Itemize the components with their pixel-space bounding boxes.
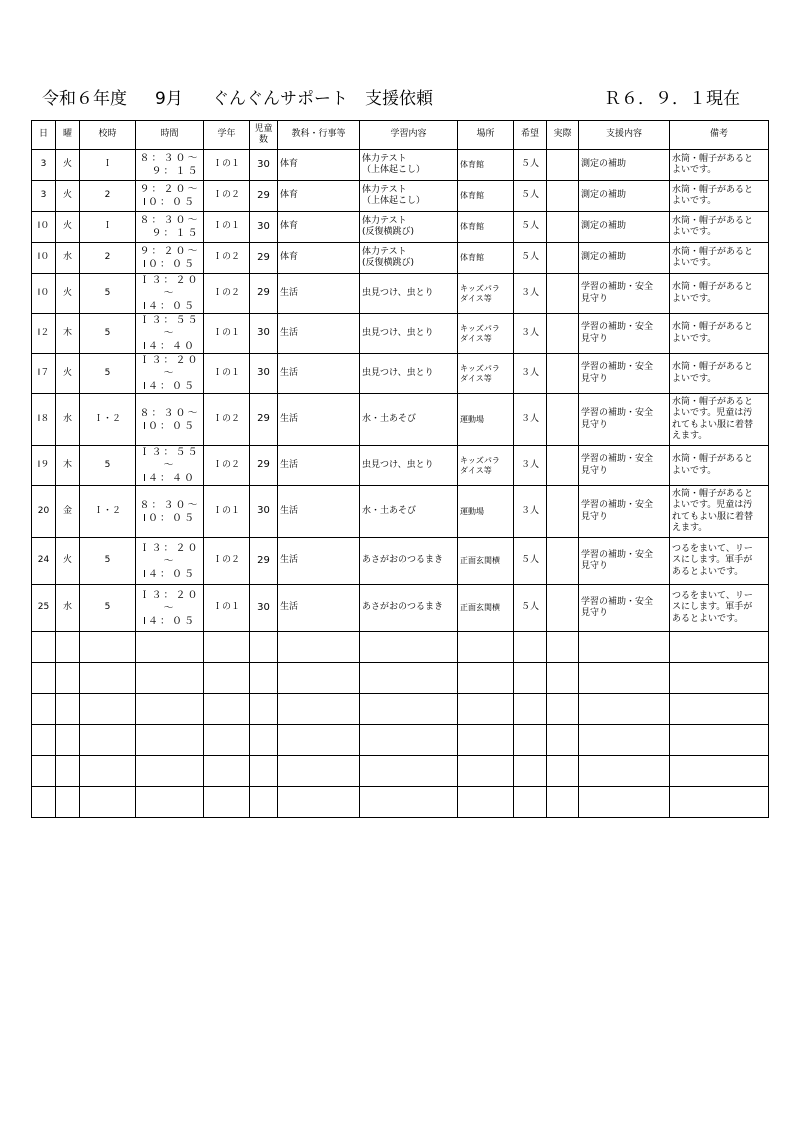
cell-student-count: 29 — [250, 274, 278, 314]
cell-period: Ｉ・２ — [80, 486, 136, 538]
cell-notes: 水筒・帽子があると よいです。児童は汚 れてもよい服に着替 えます。 — [670, 486, 769, 538]
cell-place: 体育館 — [458, 243, 514, 274]
cell-weekday: 金 — [56, 486, 80, 538]
cell-weekday: 火 — [56, 274, 80, 314]
col-header-grade: 学年 — [204, 121, 250, 150]
cell-day: I０ — [32, 274, 56, 314]
cell-notes: 水筒・帽子があると よいです。 — [670, 150, 769, 181]
empty-cell — [514, 632, 547, 663]
cell-grade: Ｉの１ — [204, 212, 250, 243]
cell-grade: Ｉの２ — [204, 446, 250, 486]
cell-wish: ５人 — [514, 212, 547, 243]
empty-cell — [136, 725, 204, 756]
month-label: 9月 — [155, 89, 183, 109]
empty-cell — [56, 663, 80, 694]
empty-cell — [547, 694, 579, 725]
cell-time: Ｉ３：５５～ I４：４０ — [136, 446, 204, 486]
empty-cell — [136, 663, 204, 694]
col-header-weekday: 曜 — [56, 121, 80, 150]
empty-cell — [670, 756, 769, 787]
empty-cell — [204, 787, 250, 818]
table-row — [32, 212, 769, 243]
cell-period: Ｉ・２ — [80, 394, 136, 446]
cell-student-count: 29 — [250, 538, 278, 585]
cell-content: 虫見つけ、虫とり — [360, 314, 458, 354]
empty-cell — [579, 787, 670, 818]
cell-actual — [547, 538, 579, 585]
empty-cell — [204, 756, 250, 787]
empty-cell — [250, 663, 278, 694]
empty-cell — [250, 632, 278, 663]
cell-day: 25 — [32, 585, 56, 632]
cell-wish: ３人 — [514, 394, 547, 446]
empty-cell — [458, 787, 514, 818]
empty-cell — [514, 694, 547, 725]
empty-cell — [670, 787, 769, 818]
cell-wish: ３人 — [514, 354, 547, 394]
cell-day: I２ — [32, 314, 56, 354]
empty-cell — [360, 663, 458, 694]
empty-cell — [136, 756, 204, 787]
col-header-place: 場所 — [458, 121, 514, 150]
cell-grade: Ｉの２ — [204, 394, 250, 446]
empty-cell — [579, 663, 670, 694]
cell-student-count: 30 — [250, 150, 278, 181]
empty-cell — [204, 725, 250, 756]
cell-wish: ３人 — [514, 274, 547, 314]
empty-cell — [514, 663, 547, 694]
cell-notes: 水筒・帽子があると よいです。 — [670, 181, 769, 212]
cell-subject: 生活 — [278, 394, 360, 446]
cell-weekday: 火 — [56, 181, 80, 212]
col-header-wish: 希望 — [514, 121, 547, 150]
table-row — [32, 181, 769, 212]
empty-cell — [56, 694, 80, 725]
empty-cell — [56, 756, 80, 787]
cell-weekday: 火 — [56, 354, 80, 394]
cell-subject: 生活 — [278, 446, 360, 486]
cell-wish: ３人 — [514, 486, 547, 538]
cell-subject: 体育 — [278, 150, 360, 181]
cell-period: 5 — [80, 585, 136, 632]
empty-cell — [360, 787, 458, 818]
empty-cell — [56, 725, 80, 756]
cell-grade: Ｉの２ — [204, 274, 250, 314]
col-header-period: 校時 — [80, 121, 136, 150]
empty-cell — [458, 632, 514, 663]
cell-subject: 体育 — [278, 243, 360, 274]
cell-period: Ｉ — [80, 212, 136, 243]
cell-grade: Ｉの１ — [204, 314, 250, 354]
empty-cell — [32, 663, 56, 694]
cell-wish: ５人 — [514, 538, 547, 585]
empty-cell — [458, 756, 514, 787]
cell-wish: ５人 — [514, 150, 547, 181]
cell-subject: 体育 — [278, 181, 360, 212]
cell-wish: ５人 — [514, 181, 547, 212]
cell-time: Ｉ３：２０～ I４：０５ — [136, 354, 204, 394]
cell-grade: Ｉの２ — [204, 538, 250, 585]
cell-time: Ｉ３：２０～ I４：０５ — [136, 538, 204, 585]
empty-cell — [32, 694, 56, 725]
empty-cell — [204, 663, 250, 694]
cell-grade: Ｉの２ — [204, 181, 250, 212]
empty-cell — [278, 694, 360, 725]
cell-place: 体育館 — [458, 150, 514, 181]
empty-cell — [278, 663, 360, 694]
cell-notes: 水筒・帽子があると よいです。 — [670, 354, 769, 394]
cell-place: 体育館 — [458, 181, 514, 212]
cell-actual — [547, 314, 579, 354]
table-row — [32, 538, 769, 585]
empty-cell — [360, 632, 458, 663]
empty-cell — [278, 725, 360, 756]
cell-weekday: 火 — [56, 150, 80, 181]
support-request-table — [31, 120, 769, 818]
empty-cell — [80, 725, 136, 756]
cell-actual — [547, 486, 579, 538]
cell-content: 体力テスト (反復横跳び) — [360, 243, 458, 274]
document-title-row — [42, 84, 752, 110]
empty-table-row — [32, 694, 769, 725]
cell-period: 2 — [80, 243, 136, 274]
cell-time: ８：３０～ I０：０５ — [136, 486, 204, 538]
cell-period: 5 — [80, 446, 136, 486]
empty-cell — [136, 694, 204, 725]
cell-student-count: 29 — [250, 394, 278, 446]
empty-cell — [514, 756, 547, 787]
cell-student-count: 30 — [250, 314, 278, 354]
empty-cell — [32, 725, 56, 756]
cell-time: ９：２０～ I０：０５ — [136, 181, 204, 212]
cell-weekday: 水 — [56, 585, 80, 632]
table-row — [32, 274, 769, 314]
cell-weekday: 火 — [56, 212, 80, 243]
empty-cell — [514, 787, 547, 818]
empty-cell — [204, 694, 250, 725]
col-header-day: 日 — [32, 121, 56, 150]
cell-place: 体育館 — [458, 212, 514, 243]
cell-time: ８：３０～ ９：１５ — [136, 212, 204, 243]
table-row — [32, 314, 769, 354]
cell-content: 水・土あそび — [360, 394, 458, 446]
cell-notes: 水筒・帽子があると よいです。 — [670, 243, 769, 274]
empty-cell — [514, 725, 547, 756]
cell-student-count: 30 — [250, 354, 278, 394]
cell-wish: ５人 — [514, 243, 547, 274]
cell-content: 体力テスト （上体起こし） — [360, 150, 458, 181]
cell-actual — [547, 181, 579, 212]
empty-cell — [136, 787, 204, 818]
empty-cell — [80, 787, 136, 818]
fiscal-year: 令和６年度 — [42, 89, 127, 109]
empty-table-row — [32, 756, 769, 787]
cell-day: 24 — [32, 538, 56, 585]
table-row — [32, 585, 769, 632]
cell-period: Ｉ — [80, 150, 136, 181]
empty-cell — [670, 725, 769, 756]
cell-time: ８：３０～ ９：１５ — [136, 150, 204, 181]
cell-notes: 水筒・帽子があると よいです。 — [670, 446, 769, 486]
empty-cell — [56, 787, 80, 818]
cell-support: 学習の補助・安全 見守り — [579, 394, 670, 446]
cell-notes: 水筒・帽子があると よいです。 — [670, 212, 769, 243]
cell-subject: 生活 — [278, 538, 360, 585]
empty-cell — [80, 632, 136, 663]
empty-cell — [32, 632, 56, 663]
cell-subject: 生活 — [278, 486, 360, 538]
empty-cell — [32, 756, 56, 787]
cell-day: 20 — [32, 486, 56, 538]
cell-day: 3 — [32, 150, 56, 181]
cell-time: ９：２０～ I０：０５ — [136, 243, 204, 274]
cell-grade: Ｉの１ — [204, 585, 250, 632]
empty-cell — [458, 694, 514, 725]
cell-actual — [547, 274, 579, 314]
cell-notes: つるをまいて、リー スにします。軍手が あるとよいです。 — [670, 585, 769, 632]
cell-period: 5 — [80, 538, 136, 585]
empty-cell — [579, 756, 670, 787]
cell-period: 2 — [80, 181, 136, 212]
table-row — [32, 150, 769, 181]
empty-cell — [670, 694, 769, 725]
table-row — [32, 486, 769, 538]
col-header-subject: 教科・行事等 — [278, 121, 360, 150]
cell-place: キッズパラ ダイス等 — [458, 274, 514, 314]
empty-cell — [250, 725, 278, 756]
cell-day: I０ — [32, 243, 56, 274]
cell-place: 正面玄関横 — [458, 585, 514, 632]
col-header-student-count: 児童数 — [250, 121, 278, 150]
cell-support: 学習の補助・安全 見守り — [579, 486, 670, 538]
empty-cell — [250, 787, 278, 818]
cell-content: あさがおのつるまき — [360, 538, 458, 585]
cell-support: 測定の補助 — [579, 212, 670, 243]
empty-cell — [136, 632, 204, 663]
cell-time: Ｉ３：２０～ I４：０５ — [136, 585, 204, 632]
cell-student-count: 30 — [250, 486, 278, 538]
empty-cell — [670, 632, 769, 663]
cell-weekday: 火 — [56, 538, 80, 585]
as-of-date: Ｒ６．９．１現在 — [604, 89, 740, 109]
cell-student-count: 29 — [250, 181, 278, 212]
empty-cell — [278, 787, 360, 818]
col-header-support: 支援内容 — [579, 121, 670, 150]
cell-day: I０ — [32, 212, 56, 243]
cell-notes: つるをまいて、リー スにします。軍手が あるとよいです。 — [670, 538, 769, 585]
empty-table-row — [32, 725, 769, 756]
cell-content: あさがおのつるまき — [360, 585, 458, 632]
cell-actual — [547, 212, 579, 243]
table-header-row — [32, 121, 769, 150]
cell-actual — [547, 446, 579, 486]
cell-support: 測定の補助 — [579, 150, 670, 181]
empty-table-row — [32, 663, 769, 694]
cell-notes: 水筒・帽子があると よいです。 — [670, 314, 769, 354]
cell-notes: 水筒・帽子があると よいです。児童は汚 れてもよい服に着替 えます。 — [670, 394, 769, 446]
col-header-notes: 備考 — [670, 121, 769, 150]
cell-support: 測定の補助 — [579, 181, 670, 212]
cell-place: キッズパラ ダイス等 — [458, 314, 514, 354]
table-row — [32, 354, 769, 394]
cell-student-count: 30 — [250, 585, 278, 632]
empty-cell — [579, 694, 670, 725]
empty-cell — [547, 725, 579, 756]
empty-cell — [360, 694, 458, 725]
cell-day: I８ — [32, 394, 56, 446]
empty-cell — [80, 694, 136, 725]
cell-wish: ５人 — [514, 585, 547, 632]
cell-content: 体力テスト （上体起こし） — [360, 181, 458, 212]
cell-place: 運動場 — [458, 394, 514, 446]
cell-period: 5 — [80, 354, 136, 394]
empty-table-row — [32, 787, 769, 818]
cell-support: 測定の補助 — [579, 243, 670, 274]
empty-cell — [547, 756, 579, 787]
empty-table-row — [32, 632, 769, 663]
cell-wish: ３人 — [514, 446, 547, 486]
cell-subject: 生活 — [278, 274, 360, 314]
cell-grade: Ｉの１ — [204, 354, 250, 394]
cell-actual — [547, 394, 579, 446]
empty-cell — [670, 663, 769, 694]
empty-cell — [250, 694, 278, 725]
empty-cell — [547, 787, 579, 818]
empty-cell — [278, 756, 360, 787]
table-row — [32, 243, 769, 274]
cell-support: 学習の補助・安全 見守り — [579, 446, 670, 486]
cell-grade: Ｉの２ — [204, 243, 250, 274]
cell-place: キッズパラ ダイス等 — [458, 446, 514, 486]
document-title: ぐんぐんサポート 支援依頼 — [212, 89, 433, 109]
cell-support: 学習の補助・安全 見守り — [579, 314, 670, 354]
cell-actual — [547, 354, 579, 394]
cell-support: 学習の補助・安全 見守り — [579, 538, 670, 585]
empty-cell — [80, 663, 136, 694]
empty-cell — [360, 756, 458, 787]
cell-time: Ｉ３：５５～ I４：４０ — [136, 314, 204, 354]
empty-cell — [547, 663, 579, 694]
cell-place: 正面玄関横 — [458, 538, 514, 585]
cell-subject: 生活 — [278, 585, 360, 632]
cell-content: 水・土あそび — [360, 486, 458, 538]
col-header-actual: 実際 — [547, 121, 579, 150]
cell-student-count: 29 — [250, 446, 278, 486]
empty-cell — [360, 725, 458, 756]
cell-actual — [547, 150, 579, 181]
cell-support: 学習の補助・安全 見守り — [579, 585, 670, 632]
cell-actual — [547, 243, 579, 274]
table-row — [32, 394, 769, 446]
cell-subject: 生活 — [278, 354, 360, 394]
cell-subject: 生活 — [278, 314, 360, 354]
cell-weekday: 木 — [56, 446, 80, 486]
cell-content: 体力テスト (反復横跳び) — [360, 212, 458, 243]
cell-actual — [547, 585, 579, 632]
cell-day: I９ — [32, 446, 56, 486]
cell-weekday: 水 — [56, 394, 80, 446]
cell-support: 学習の補助・安全 見守り — [579, 354, 670, 394]
cell-place: キッズパラ ダイス等 — [458, 354, 514, 394]
cell-student-count: 29 — [250, 243, 278, 274]
cell-subject: 体育 — [278, 212, 360, 243]
empty-cell — [278, 632, 360, 663]
empty-cell — [80, 756, 136, 787]
cell-period: 5 — [80, 274, 136, 314]
cell-weekday: 木 — [56, 314, 80, 354]
cell-notes: 水筒・帽子があると よいです。 — [670, 274, 769, 314]
cell-day: 3 — [32, 181, 56, 212]
cell-time: Ｉ３：２０～ I４：０５ — [136, 274, 204, 314]
cell-place: 運動場 — [458, 486, 514, 538]
cell-time: ８：３０～ I０：０５ — [136, 394, 204, 446]
cell-content: 虫見つけ、虫とり — [360, 446, 458, 486]
cell-support: 学習の補助・安全 見守り — [579, 274, 670, 314]
empty-cell — [458, 725, 514, 756]
empty-cell — [579, 725, 670, 756]
cell-weekday: 水 — [56, 243, 80, 274]
table-row — [32, 446, 769, 486]
cell-day: I７ — [32, 354, 56, 394]
cell-grade: Ｉの１ — [204, 486, 250, 538]
empty-cell — [579, 632, 670, 663]
cell-period: 5 — [80, 314, 136, 354]
empty-cell — [56, 632, 80, 663]
cell-content: 虫見つけ、虫とり — [360, 274, 458, 314]
empty-cell — [250, 756, 278, 787]
empty-cell — [547, 632, 579, 663]
empty-cell — [204, 632, 250, 663]
cell-grade: Ｉの１ — [204, 150, 250, 181]
empty-cell — [32, 787, 56, 818]
cell-wish: ３人 — [514, 314, 547, 354]
col-header-content: 学習内容 — [360, 121, 458, 150]
cell-student-count: 30 — [250, 212, 278, 243]
col-header-time: 時間 — [136, 121, 204, 150]
empty-cell — [458, 663, 514, 694]
cell-content: 虫見つけ、虫とり — [360, 354, 458, 394]
